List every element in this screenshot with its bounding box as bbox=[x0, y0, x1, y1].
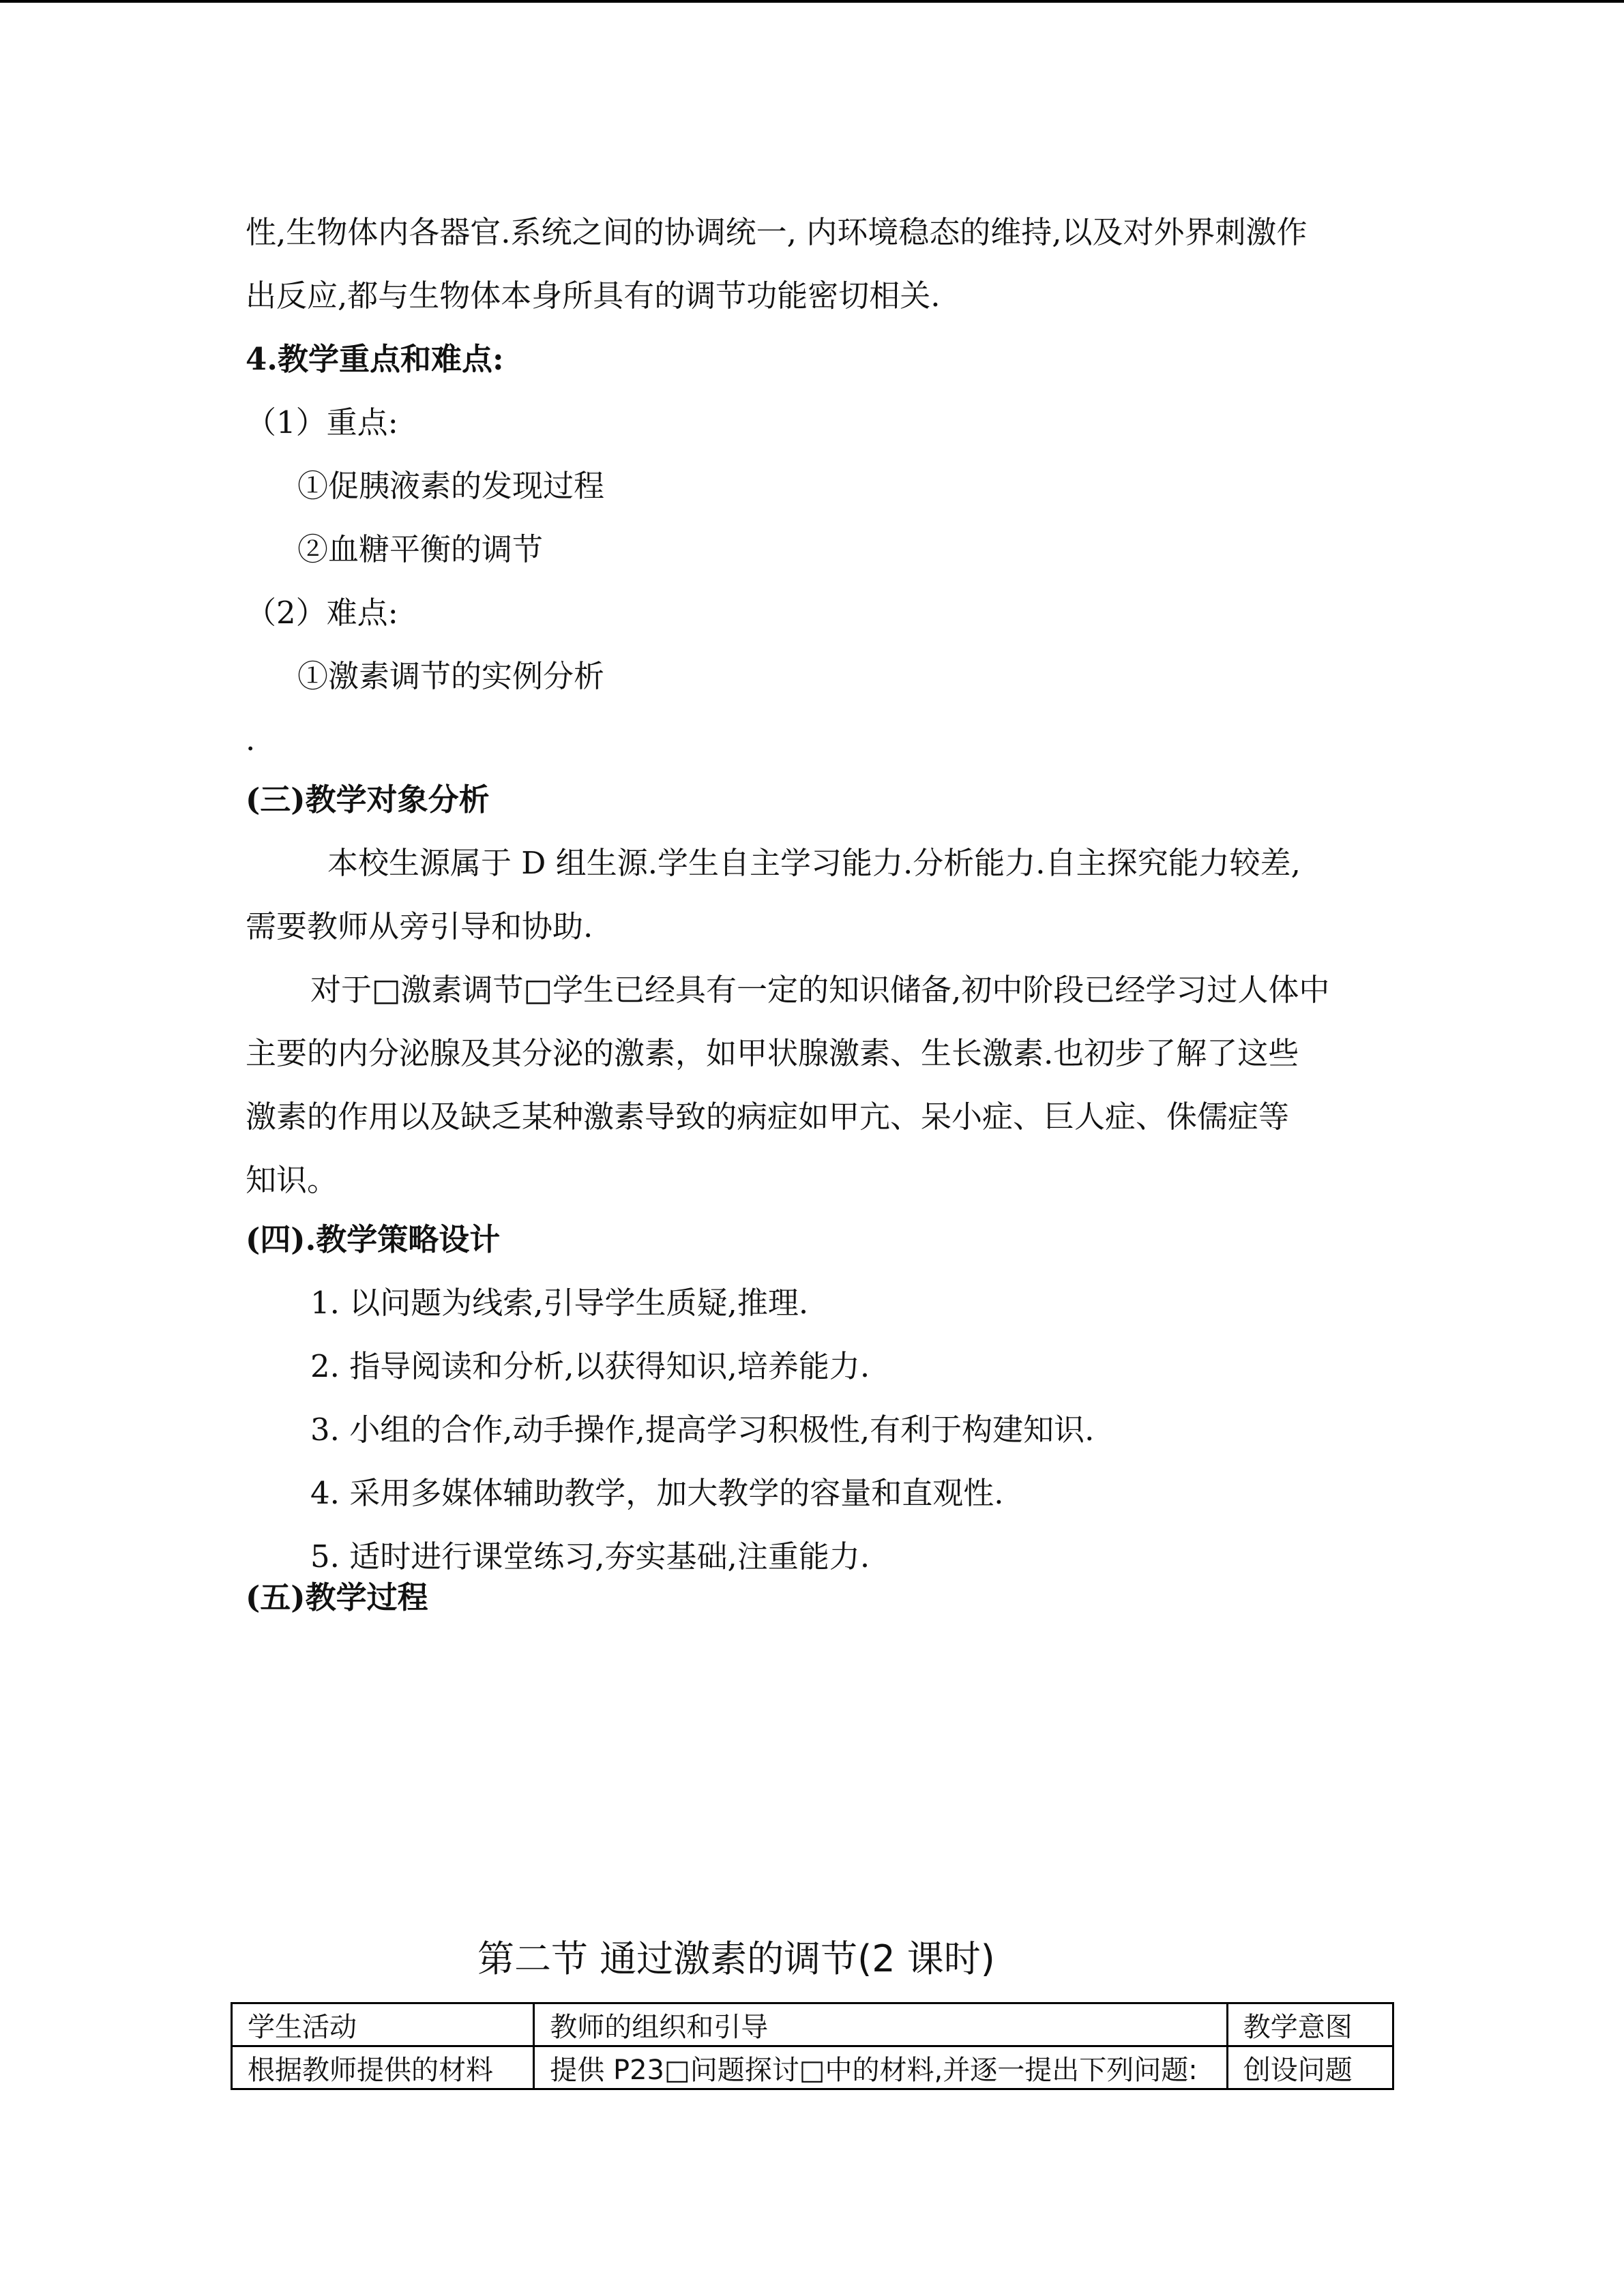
key-point-item: ②血糖平衡的调节 bbox=[297, 531, 544, 567]
strategy-item: 1. 以问题为线索,引导学生质疑,推理. bbox=[310, 1285, 809, 1321]
strategy-item: 2. 指导阅读和分析,以获得知识,培养能力. bbox=[310, 1348, 870, 1384]
table-cell: 创设问题 bbox=[1227, 2046, 1393, 2089]
strategy-item: 5. 适时进行课堂练习,夯实基础,注重能力. bbox=[310, 1538, 870, 1575]
analysis-line: 对于□激素调节□学生已经具有一定的知识储备,初中阶段已经学习过人体中 bbox=[310, 972, 1330, 1008]
heading-student-analysis: (三)教学对象分析 bbox=[246, 781, 490, 818]
heading-strategy: (四).教学策略设计 bbox=[246, 1221, 501, 1257]
difficult-points-label: （2）难点: bbox=[246, 595, 398, 631]
difficult-point-item: ①激素调节的实例分析 bbox=[297, 658, 605, 694]
paragraph-line: 性,生物体内各器官.系统之间的协调统一, 内环境稳态的维持,以及对外界刺激作 bbox=[246, 214, 1308, 250]
paragraph-line: 出反应,都与生物体本身所具有的调节功能密切相关. bbox=[246, 278, 941, 314]
table-row bbox=[232, 2046, 1393, 2089]
page-top-border bbox=[0, 0, 1624, 3]
analysis-line: 主要的内分泌腺及其分泌的激素，如甲状腺激素、生长激素.也初步了解了这些 bbox=[246, 1035, 1299, 1071]
lesson-table bbox=[231, 2002, 1394, 2090]
heading-teaching-process: (五)教学过程 bbox=[246, 1579, 428, 1615]
strategy-item: 3. 小组的合作,动手操作,提高学习积极性,有利于构建知识. bbox=[310, 1412, 1095, 1448]
table-header-row bbox=[232, 2003, 1393, 2046]
heading-key-points: 4.教学重点和难点: bbox=[246, 341, 504, 377]
section-title: 第二节 通过激素的调节(2 课时) bbox=[477, 1937, 995, 1980]
analysis-line: 需要教师从旁引导和协助. bbox=[246, 908, 593, 944]
analysis-line: 知识。 bbox=[246, 1162, 338, 1198]
analysis-line: 激素的作用以及缺乏某种激素导致的病症如甲亢、呆小症、巨人症、侏儒症等 bbox=[246, 1099, 1290, 1135]
strategy-item: 4. 采用多媒体辅助教学，加大教学的容量和直观性. bbox=[310, 1475, 1004, 1511]
table-cell: 根据教师提供的材料 bbox=[232, 2046, 534, 2089]
table-header-cell: 教师的组织和引导 bbox=[534, 2003, 1228, 2046]
table-header-cell: 教学意图 bbox=[1227, 2003, 1393, 2046]
key-point-item: ①促胰液素的发现过程 bbox=[297, 468, 605, 504]
table-header-cell: 学生活动 bbox=[232, 2003, 534, 2046]
key-points-label: （1）重点: bbox=[246, 404, 398, 441]
analysis-line: 本校生源属于 D 组生源.学生自主学习能力.分析能力.自主探究能力较差, bbox=[327, 845, 1301, 881]
table-cell: 提供 P23□问题探讨□中的材料,并逐一提出下列问题: bbox=[534, 2046, 1228, 2089]
stray-dot: . bbox=[246, 721, 256, 758]
